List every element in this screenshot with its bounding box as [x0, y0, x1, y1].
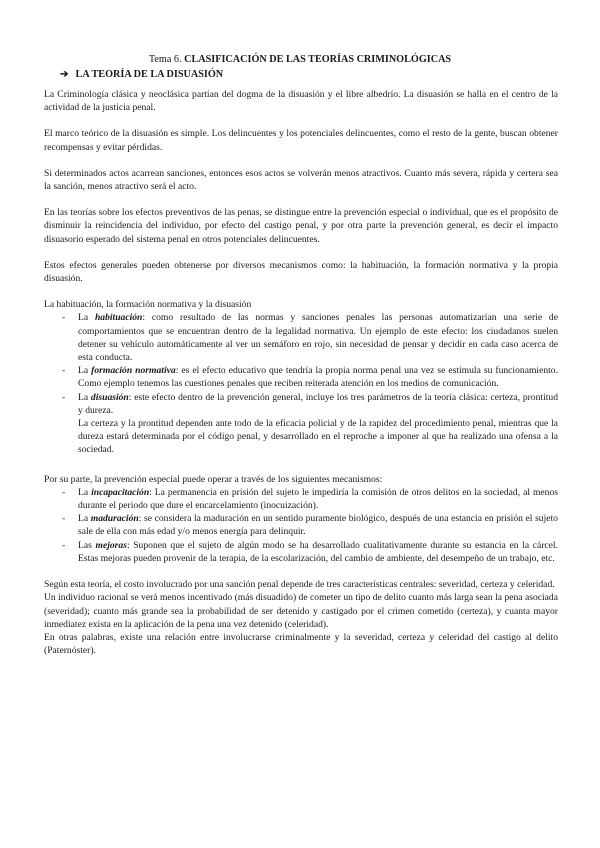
list-item: - La disuasión: este efecto dentro de la prevención general, incluye los tres parámetros de la teoría clásica: certeza, prontitud y dureza. [44, 391, 558, 417]
arrow-right-icon: ➔ [60, 69, 69, 80]
term-mejoras: mejoras [95, 539, 127, 551]
closing-paragraph: Según esta teoría, el costo involucrado por una sanción penal depende de tres características centrales: severidad, certeza y celeridad. [44, 579, 555, 591]
list-item: - La formación normativa: es el efecto educativo que tendría la propia norma penal una vez se estimula su funcionamiento. Como ejemplo tenemos las cuestiones penales que reciben reiterada atención en los medios de comunicación. [44, 364, 558, 390]
term-disuasion: disuasión [90, 391, 129, 403]
closing-paragraph: En otras palabras, existe una relación entre involucrarse criminalmente y la severidad, certeza y celeridad del castigo al delito (Paternóster). [44, 631, 558, 657]
closing-paragraph: Un individuo racional se verá menos incentivado (más disuadido) de cometer un tipo de delito cuanto más larga sean la pena asociada (severidad); cuanto más grande sea la probabilidad de ser detenido y castigado por el crimen cometido (certeza), y cuanta mayor inmediatez exista en la aplicación de la pena una vez detenido (celeridad). [44, 592, 558, 630]
section-title: LA TEORÍA DE LA DISUASIÓN [75, 69, 224, 80]
list-item: - La maduración: se considera la maduración en un sentido puramente biológico, después de una estancia en prisión el sujeto sale de ella con más edad y/o menos energía para delinquir. [44, 512, 558, 538]
term-incapacitacion: incapacitación [91, 486, 150, 498]
intro-paragraph: La Criminología clásica y neoclásica partían del dogma de la disuasión y el libre albedrío. La disuasión se halla en el centro de la actividad de la justicia penal. [44, 89, 558, 114]
term-maduracion: maduración [90, 513, 139, 525]
tema-prefix: Tema 6. [148, 54, 185, 65]
tema-title: CLASIFICACIÓN DE LAS TEORÍAS CRIMINOLÓGICAS [184, 54, 452, 65]
especial-heading: Por su parte, la prevención especial puede operar a través de los siguientes mecanismos: [44, 473, 383, 485]
especial-list [44, 486, 558, 565]
general-heading: La habituación, la formación normativa y la disuasión [44, 299, 252, 311]
disuasion-detail: La certeza y la prontitud dependen ante todo de la eficacia policial y de la rapidez del procedimiento penal, mientras que la dureza estará determinada por el código penal, y desarrollado en el reproche a imponer al que ha realizado una ofensa a la sociedad. [78, 418, 558, 456]
document-title [0, 53, 600, 66]
term-formacion-normativa: formación normativa [91, 365, 176, 377]
list-item: - Las mejoras: Suponen que el sujeto de algún modo se ha desarrollado cualitativamente durante su estancia en la cárcel. Estas mejoras pueden provenir de la terapia, de la escolarización, del cambio de ambiente, del desempeño de un trabajo, etc. [44, 539, 558, 565]
general-list [44, 311, 558, 417]
intro-paragraph: El marco teórico de la disuasión es simple. Los delincuentes y los potenciales delincuentes, como el resto de la gente, buscan obtener recompensas y evitar pérdidas. [44, 128, 558, 153]
intro-paragraph: Estos efectos generales pueden obtenerse por diversos mecanismos como: la habituación, la formación normativa y la propia disuasión. [44, 259, 558, 285]
list-item: - La habituación: como resultado de las normas y sanciones penales las personas automatizarían una serie de comportamientos que se encuentran dentro de la legalidad normativa. Un ejemplo de este efecto: los ciudadanos suelen detener su vehículo automáticamente al ver un semáforo en rojo, sin necesidad de pensar y decidir en cada caso acerca de esta conducta. [44, 311, 558, 364]
section-heading [60, 68, 223, 81]
intro-paragraph: En las teorías sobre los efectos preventivos de las penas, se distingue entre la prevención especial o individual, que es el propósito de disminuir la reincidencia del individuo, por efecto del castigo penal, y por otra parte la prevención general, es decir el impacto disuasorio esperado del sistema penal en otros potenciales delincuentes. [44, 207, 558, 245]
document-body [44, 88, 558, 657]
list-item: - La incapacitación: La permanencia en prisión del sujeto le impediría la comisión de otros delitos en la sociedad, al menos durante el periodo que dure el encarcelamiento (inocuización). [44, 486, 558, 512]
term-habituacion: habituación [94, 312, 143, 324]
intro-paragraph: Si determinados actos acarrean sanciones, entonces esos actos se volverán menos atractivos. Cuanto más severa, rápida y certera sea la sanción, menos atractivo será el acto. [44, 167, 558, 193]
